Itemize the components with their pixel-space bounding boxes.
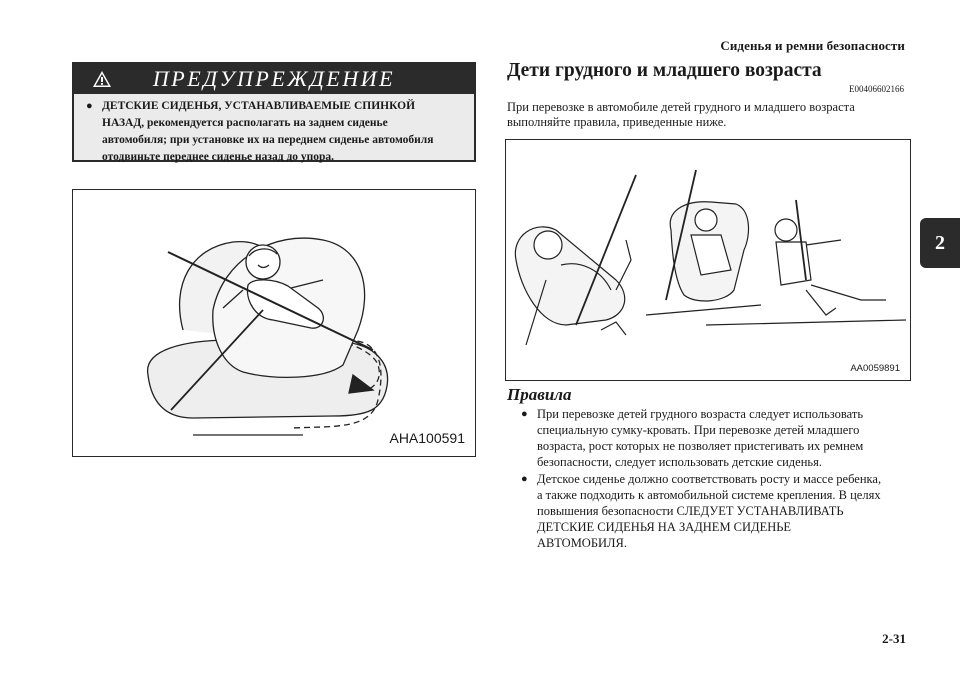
rule-line: безопасности, следует использовать детские сиденья.: [537, 455, 822, 469]
warning-item: [74, 94, 474, 166]
warning-line: отодвиньте переднее сиденье назад до упора.: [102, 151, 335, 163]
child-restraints-illustration: [506, 140, 909, 379]
rule-line: возраста, рост которых не позволяет пристегивать их ремнем: [537, 439, 864, 453]
rule-line: Детское сиденье должно соответствовать росту и массе ребенка,: [537, 472, 882, 486]
figure-code: AA0059891: [850, 363, 900, 374]
bullet-icon: ●: [521, 473, 528, 485]
figure-code: AHA100591: [389, 430, 465, 446]
warning-triangle-icon: [92, 70, 112, 88]
warning-line: ДЕТСКИЕ СИДЕНЬЯ, УСТАНАВЛИВАЕМЫЕ СПИНКОЙ: [102, 100, 416, 112]
warning-box: [72, 62, 476, 162]
rule-item: [521, 406, 913, 470]
rule-text: [537, 406, 863, 470]
rule-item: [521, 471, 913, 551]
rule-line: При перевозке детей грудного возраста следует использовать: [537, 407, 864, 421]
bullet-icon: ●: [521, 408, 528, 420]
warning-header: [74, 64, 474, 94]
rule-line: ДЕТСКИЕ СИДЕНЬЯ НА ЗАДНЕМ СИДЕНЬЕ: [537, 520, 792, 534]
rule-line: повышения безопасности СЛЕДУЕТ УСТАНАВЛИВАТЬ: [537, 504, 844, 518]
warning-line: автомобиля; при установке их на переднем сиденье автомобиля: [102, 134, 434, 146]
intro-line: выполняйте правила, приведенные ниже.: [507, 115, 727, 129]
warning-text: [102, 98, 433, 166]
rules-list: [521, 406, 913, 552]
figure-rear-facing-seat: [72, 189, 476, 457]
page-number: 2-31: [882, 631, 906, 646]
rule-line: а также подходить к автомобильной системе крепления. В целях: [537, 488, 881, 502]
section-title: Дети грудного и младшего возраста: [507, 60, 822, 81]
intro-line: При перевозке в автомобиле детей грудного и младшего возраста: [507, 100, 855, 114]
chapter-number: 2: [935, 231, 945, 254]
running-header: Сиденья и ремни безопасности: [720, 38, 905, 53]
section-code: E00406602166: [849, 84, 904, 94]
rule-line: специальную сумку-кровать. При перевозке детей младшего: [537, 423, 860, 437]
rear-facing-seat-illustration: [73, 190, 474, 455]
rule-text: [537, 471, 881, 551]
warning-title: ПРЕДУПРЕЖДЕНИЕ: [152, 66, 396, 91]
rules-heading: Правила: [507, 385, 572, 404]
rule-line: АВТОМОБИЛЯ.: [537, 536, 627, 550]
chapter-tab: [920, 218, 960, 268]
figure-child-restraints: [505, 139, 911, 381]
bullet-icon: ●: [86, 100, 93, 112]
warning-line: НАЗАД, рекомендуется располагать на заднем сиденье: [102, 117, 388, 129]
section-intro: [507, 100, 907, 130]
